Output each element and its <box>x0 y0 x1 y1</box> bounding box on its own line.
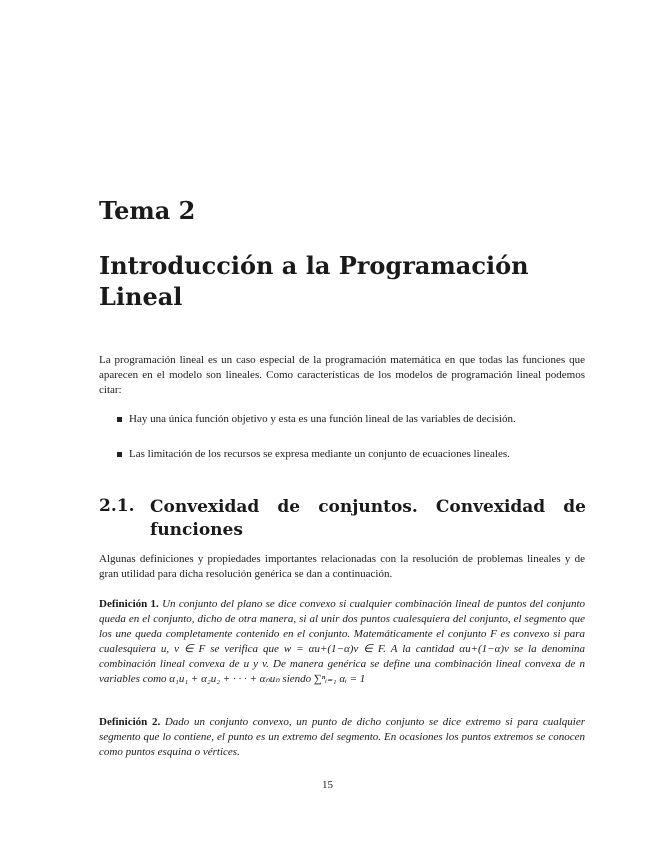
chapter-title: Introducción a la Programación Lineal <box>99 251 529 311</box>
list-item <box>116 412 586 427</box>
definition-1 <box>99 597 585 687</box>
square-bullet-icon <box>117 417 122 422</box>
definition-text: Dado un conjunto convexo, un punto de dicho conjunto se dice extremo si para cualquier segmento que lo contiene, el punto es un extremo del segmento. En ocasiones los puntos extremos se conocen como puntos esquina o vértices. <box>99 716 585 758</box>
section-intro-paragraph: Algunas definiciones y propiedades importantes relacionadas con la resolución de problemas lineales y de gran utilidad para dicha resolución genérica se dan a continuación. <box>99 553 585 580</box>
list-item-text: Las limitación de los recursos se expresa mediante un conjunto de ecuaciones lineales. <box>129 448 510 460</box>
page-number: 15 <box>322 779 333 791</box>
section-title: Convexidad de conjuntos. Convexidad de funciones <box>150 497 586 540</box>
definition-text: Un conjunto del plano se dice convexo si cualquier combinación lineal de puntos del conjunto queda en el conjunto, dicho de otra manera, si al unir dos puntos cualesquiera del conjunto, el segmento que los une queda completamente contenido en el conjunto. Matemáticamente el conjunto F es convexo si para cualesquiera u, v ∈ F se verifica que w = αu+(1−α)v ∈ F. A la cantidad αu+(1−α)v se la denomina combinación lineal convexa de u y v. De manera genérica se define una combinación lineal convexa de n variables como α₁u₁ + α₂u₂ + · · · + αₙuₙ siendo ∑ⁿᵢ₌₁ αᵢ = 1 <box>99 598 585 685</box>
intro-paragraph: La programación lineal es un caso especial de la programación matemática en que todas las funciones que aparecen en el modelo son lineales. Como características de los modelos de programación lineal podemos citar: <box>99 354 585 396</box>
characteristics-list <box>116 412 586 462</box>
list-item <box>116 447 586 462</box>
section-number: 2.1. <box>99 496 135 516</box>
definition-label: Definición 1. <box>99 598 159 610</box>
square-bullet-icon <box>117 452 122 457</box>
list-item-text: Hay una única función objetivo y esta es una función lineal de las variables de decisión. <box>129 413 516 425</box>
definition-label: Definición 2. <box>99 716 161 728</box>
chapter-label: Tema 2 <box>99 196 196 225</box>
definition-2 <box>99 715 585 760</box>
